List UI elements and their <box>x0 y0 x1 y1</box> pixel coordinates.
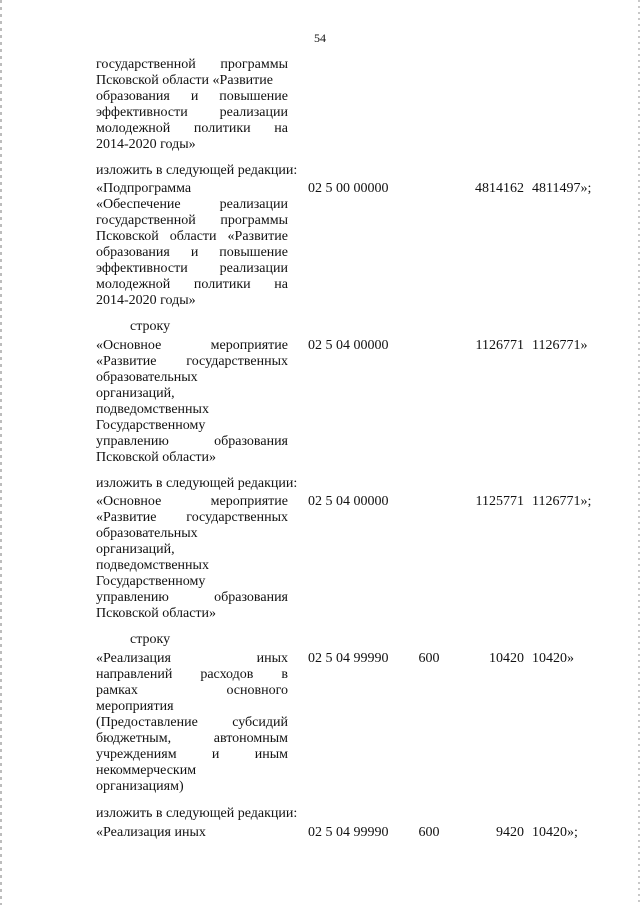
intro-line: 2014-2020 годы» <box>96 137 196 152</box>
row-line: «Подпрограмма <box>96 181 192 196</box>
intro-line: эффективности реализации <box>96 105 288 120</box>
row-main-event-new-value2: 1126771»; <box>532 494 592 509</box>
row-main-event-old-value2: 1126771» <box>532 338 588 353</box>
row-other-new-code: 02 5 04 99990 <box>308 825 389 840</box>
row-main-event-old-code: 02 5 04 00000 <box>308 338 389 353</box>
label-stroku: строку <box>130 319 171 334</box>
row-line: Псковской области» <box>96 606 217 621</box>
row-line: «Основное мероприятие <box>96 338 288 353</box>
intro-line: молодежной политики на <box>96 121 288 136</box>
scan-edge-left <box>0 0 2 905</box>
intro-text-block <box>96 57 288 153</box>
row-line: подведомственных <box>96 402 209 417</box>
row-line: (Предоставление субсидий <box>96 715 288 730</box>
row-line: управлению образования <box>96 590 288 605</box>
row-line: Псковской области» <box>96 450 217 465</box>
row-other-new-vr: 600 <box>418 825 440 840</box>
row-line: некоммерческим <box>96 763 197 778</box>
row-line: бюджетным, автономным <box>96 731 288 746</box>
row-line: организаций, <box>96 386 175 401</box>
row-other-old-description <box>96 651 288 795</box>
row-other-new-description <box>96 825 288 841</box>
label-stroku: строку <box>130 632 171 647</box>
instruction-text: изложить в следующей редакции: <box>96 476 298 491</box>
row-other-old-code: 02 5 04 99990 <box>308 651 389 666</box>
row-subprogram-description <box>96 181 288 309</box>
row-line: учреждениям и иным <box>96 747 288 762</box>
row-subprogram-value2: 4811497»; <box>532 181 592 196</box>
row-line: молодежной политики на <box>96 277 288 292</box>
row-line: рамках основного <box>96 683 288 698</box>
intro-line: Псковской области «Развитие <box>96 73 273 88</box>
row-other-new-value2: 10420»; <box>532 825 578 840</box>
row-subprogram-value1: 4814162 <box>475 181 524 196</box>
row-line: подведомственных <box>96 558 209 573</box>
row-line: «Реализация иных <box>96 825 206 840</box>
row-line: управлению образования <box>96 434 288 449</box>
row-line: Псковской области «Развитие <box>96 229 288 244</box>
row-main-event-old-value1: 1126771 <box>475 338 524 353</box>
intro-line: государственной программы <box>96 57 288 72</box>
row-line: государственной программы <box>96 213 288 228</box>
row-line: 2014-2020 годы» <box>96 293 196 308</box>
intro-line: образования и повышение <box>96 89 288 104</box>
instruction-text: изложить в следующей редакции: <box>96 806 298 821</box>
row-main-event-old-description <box>96 338 288 466</box>
row-line: Государственному <box>96 418 206 433</box>
row-line: образовательных <box>96 370 198 385</box>
row-line: «Развитие государственных <box>96 510 288 525</box>
row-line: «Основное мероприятие <box>96 494 288 509</box>
row-other-old-value2: 10420» <box>532 651 574 666</box>
row-main-event-new-description <box>96 494 288 622</box>
row-line: эффективности реализации <box>96 261 288 276</box>
row-line: «Развитие государственных <box>96 354 288 369</box>
row-line: образования и повышение <box>96 245 288 260</box>
row-line: организациям) <box>96 779 184 794</box>
row-main-event-new-value1: 1125771 <box>475 494 524 509</box>
row-other-old-value1: 10420 <box>489 651 524 666</box>
row-other-old-vr: 600 <box>418 651 440 666</box>
row-line: образовательных <box>96 526 198 541</box>
instruction-text: изложить в следующей редакции: <box>96 163 298 178</box>
row-line: «Обеспечение реализации <box>96 197 288 212</box>
page-number: 54 <box>314 31 326 45</box>
row-main-event-new-code: 02 5 04 00000 <box>308 494 389 509</box>
row-subprogram-code: 02 5 00 00000 <box>308 181 389 196</box>
row-line: Государственному <box>96 574 206 589</box>
row-line: организаций, <box>96 542 175 557</box>
row-line: «Реализация иных <box>96 651 288 666</box>
row-line: направлений расходов в <box>96 667 288 682</box>
row-other-new-value1: 9420 <box>496 825 524 840</box>
row-line: мероприятия <box>96 699 174 714</box>
